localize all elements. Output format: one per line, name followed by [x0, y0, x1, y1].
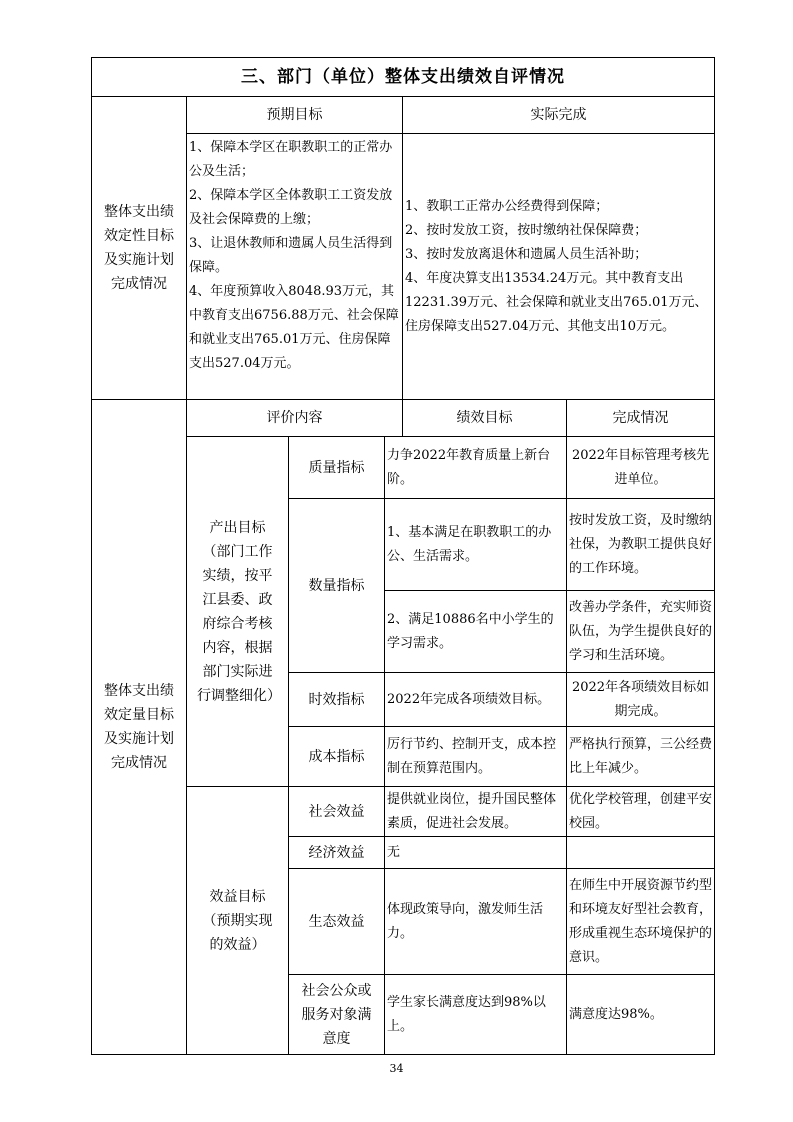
timeliness-target: 2022年完成各项绩效目标。 [385, 673, 567, 727]
quantitative-header-row [92, 400, 715, 437]
quantity-indicator: 数量指标 [289, 499, 385, 673]
social-benefit-target: 提供就业岗位，提升国民整体素质，促进社会发展。 [385, 787, 567, 837]
benefit-goal-label: 效益目标（预期实现的效益） [187, 787, 289, 1055]
timeliness-indicator: 时效指标 [289, 673, 385, 727]
actual-item: 3、按时发放离退休和遗属人员生活补助； [405, 246, 648, 262]
quantitative-label: 整体支出绩效定量目标及实施计划完成情况 [92, 400, 187, 1055]
satisfaction-completion: 满意度达98%。 [567, 975, 715, 1055]
cost-target: 厉行节约、控制开支，成本控制在预算范围内。 [385, 727, 567, 787]
expected-goals [187, 134, 403, 400]
satisfaction-target: 学生家长满意度达到98%以上。 [385, 975, 567, 1055]
quality-completion: 2022年目标管理考核先进单位。 [567, 437, 715, 499]
cost-indicator: 成本指标 [289, 727, 385, 787]
economic-benefit-completion [567, 837, 715, 869]
title-row [92, 58, 715, 97]
cost-completion: 严格执行预算，三公经费比上年减少。 [567, 727, 715, 787]
qualitative-header-row [92, 97, 715, 134]
section-title: 三、部门（单位）整体支出绩效自评情况 [92, 58, 715, 97]
ecological-benefit-target: 体现政策导向，激发师生活力。 [385, 869, 567, 975]
target-header: 绩效目标 [403, 400, 567, 437]
quantity-completion-1: 按时发放工资，及时缴纳社保，为教职工提供良好的工作环境。 [567, 499, 715, 591]
expected-header: 预期目标 [187, 97, 403, 134]
actual-results [403, 134, 715, 400]
satisfaction-indicator: 社会公众或服务对象满意度 [289, 975, 385, 1055]
quality-target: 力争2022年教育质量上新台阶。 [385, 437, 567, 499]
expected-item: 2、保障本学区全体教职工工资发放及社会保障费的上缴； [189, 188, 393, 227]
ecological-benefit-indicator: 生态效益 [289, 869, 385, 975]
actual-item: 4、年度决算支出13534.24万元。其中教育支出12231.39万元、社会保障和就业支出765.01万元、住房保障支出527.04万元、其他支出10万元。 [405, 270, 708, 334]
page-number: 34 [389, 1062, 404, 1075]
quantity-completion-2: 改善办学条件，充实师资队伍，为学生提供良好的学习和生活环境。 [567, 591, 715, 673]
expected-item: 1、保障本学区在职教职工的正常办公及生活； [189, 140, 393, 179]
economic-benefit-target: 无 [385, 837, 567, 869]
social-benefit-indicator: 社会效益 [289, 787, 385, 837]
output-goal-label: 产出目标（部门工作实绩，按平江县委、政府综合考核内容，根据部门实际进行调整细化） [187, 437, 289, 787]
economic-benefit-indicator: 经济效益 [289, 837, 385, 869]
qualitative-label: 整体支出绩效定性目标及实施计划完成情况 [92, 97, 187, 400]
social-benefit-completion: 优化学校管理，创建平安校园。 [567, 787, 715, 837]
expected-item: 3、让退休教师和遗属人员生活得到保障。 [189, 236, 393, 275]
completion-header: 完成情况 [567, 400, 715, 437]
expected-item: 4、年度预算收入8048.93万元，其中教育支出6756.88万元、社会保障和就业支出765.01万元、住房保障支出527.04万元。 [189, 284, 399, 371]
ecological-benefit-completion: 在师生中开展资源节约型和环境友好型社会教育，形成重视生态环境保护的意识。 [567, 869, 715, 975]
actual-item: 1、教职工正常办公经费得到保障； [405, 198, 609, 214]
evaluation-document [91, 57, 714, 1055]
quality-indicator: 质量指标 [289, 437, 385, 499]
content-header: 评价内容 [187, 400, 403, 437]
actual-header: 实际完成 [403, 97, 715, 134]
actual-item: 2、按时发放工资，按时缴纳社保保障费； [405, 222, 648, 238]
evaluation-table [91, 57, 715, 1055]
quantity-target-2: 2、满足10886名中小学生的学习需求。 [385, 591, 567, 673]
timeliness-completion: 2022年各项绩效目标如期完成。 [567, 673, 715, 727]
quantity-target-1: 1、基本满足在职教职工的办公、生活需求。 [385, 499, 567, 591]
